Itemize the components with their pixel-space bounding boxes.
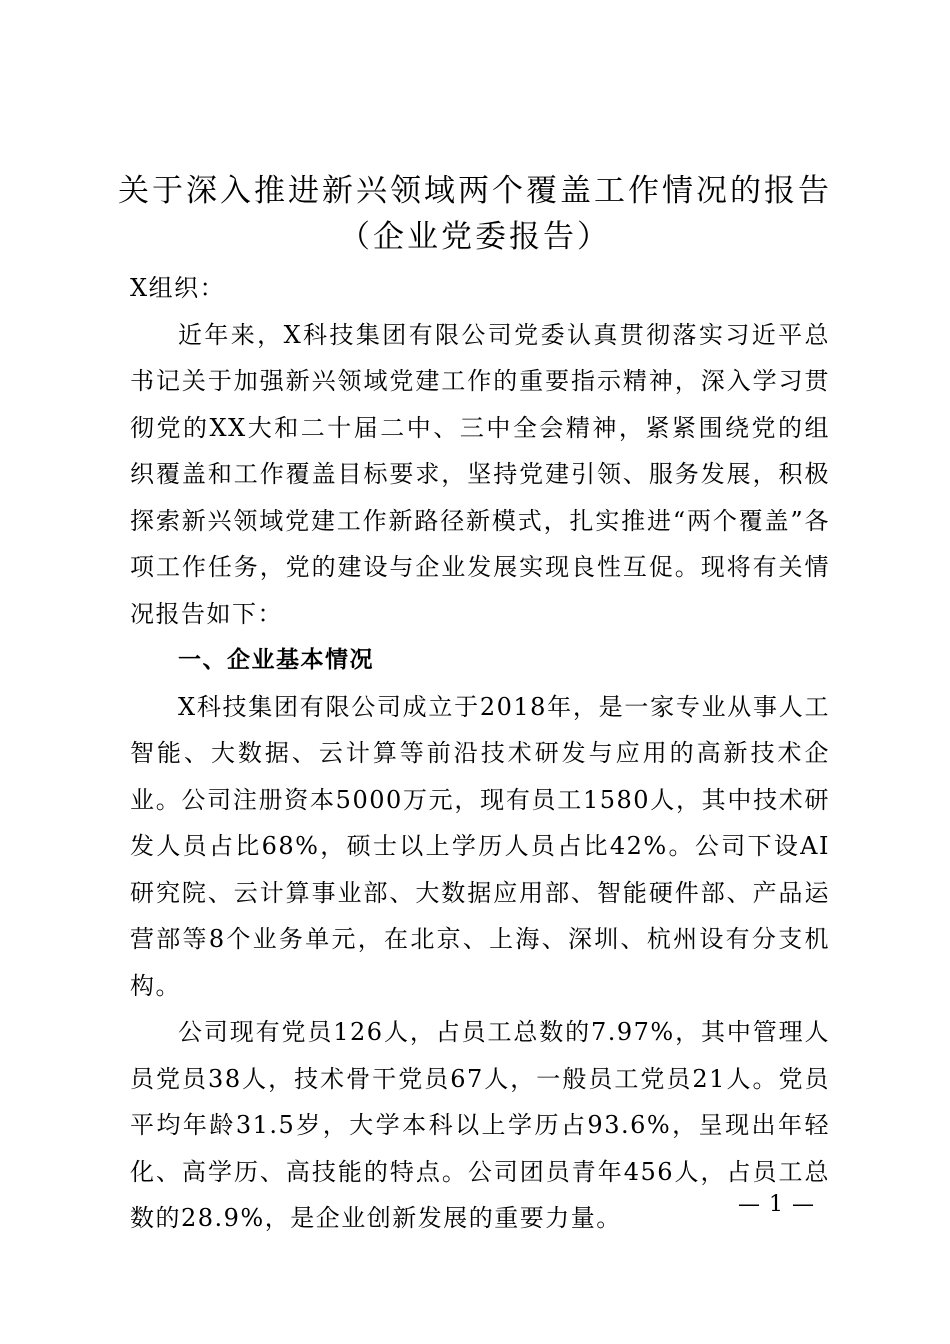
document-body <box>130 265 830 1242</box>
party-member-paragraph: 公司现有党员126人，占员工总数的7.97%，其中管理人员党员38人，技术骨干党员67人，一般员工党员21人。党员平均年龄31.5岁，大学本科以上学历占93.6%，呈现出年轻化、高学历、高技能的特点。公司团员青年456人，占员工总数的28.9%，是企业创新发展的重要力量。 <box>130 1018 830 1232</box>
page-number: — 1 — <box>738 1192 815 1217</box>
intro-paragraph: 近年来，X科技集团有限公司党委认真贯彻落实习近平总书记关于加强新兴领域党建工作的重要指示精神，深入学习贯彻党的XX大和二十届二中、三中全会精神，紧紧围绕党的组织覆盖和工作覆盖目标要求，坚持党建引领、服务发展，积极探索新兴领域党建工作新路径新模式，扎实推进“两个覆盖”各项工作任务，党的建设与企业发展实现良性互促。现将有关情况报告如下： <box>130 320 830 628</box>
salutation: X组织： <box>130 274 226 302</box>
section-heading: 一、企业基本情况 <box>178 647 374 673</box>
document-title: 关于深入推进新兴领域两个覆盖工作情况的报告（企业党委报告） <box>118 173 832 255</box>
company-info-paragraph: X科技集团有限公司成立于2018年，是一家专业从事人工智能、大数据、云计算等前沿技术研发与应用的高新技术企业。公司注册资本5000万元，现有员工1580人，其中技术研发人员占比68%，硕士以上学历人员占比42%。公司下设AI研究院、云计算事业部、大数据应用部、智能硬件部、产品运营部等8个业务单元，在北京、上海、深圳、杭州设有分支机构。 <box>130 692 830 1000</box>
